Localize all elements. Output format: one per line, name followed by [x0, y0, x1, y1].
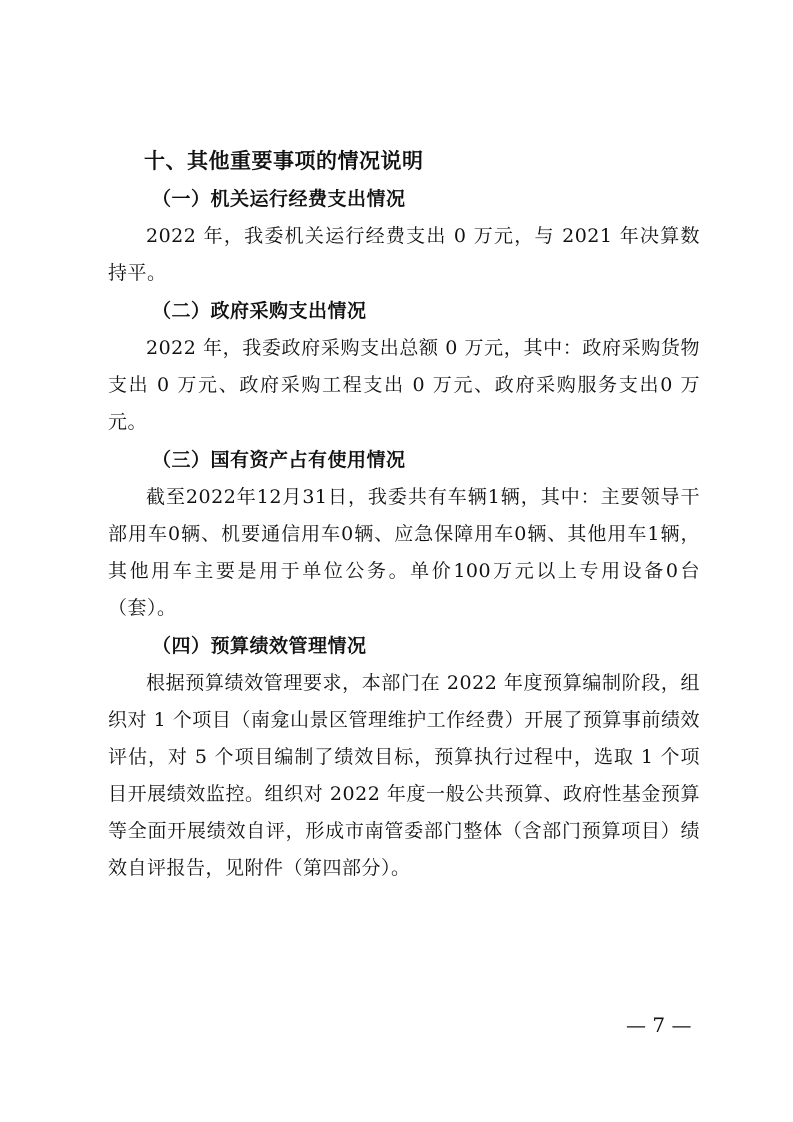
subsection-paragraph-3: 截至2022年12月31日，我委共有车辆1辆，其中：主要领导干部用车0辆、机要通信用车0辆、应急保障用车0辆、其他用车1辆，其他用车主要是用于单位公务。单价100万元以上专用设备0台（套）。	[108, 486, 700, 619]
subsection-paragraph-2: 2022 年，我委政府采购支出总额 0 万元，其中：政府采购货物支出 0 万元、政府采购工程支出 0 万元、政府采购服务支出0 万元。	[108, 337, 700, 433]
subsection-title-2: （二）政府采购支出情况	[152, 300, 367, 322]
subsection-paragraph-1: 2022 年，我委机关运行经费支出 0 万元，与 2021 年决算数持平。	[108, 225, 700, 284]
subsection-title-3: （三）国有资产占有使用情况	[152, 449, 406, 471]
subsection-title-1: （一）机关运行经费支出情况	[152, 188, 406, 210]
section-heading: 十、其他重要事项的情况说明	[144, 149, 424, 173]
subsection-paragraph-4: 根据预算绩效管理要求，本部门在 2022 年度预算编制阶段，组织对 1 个项目（南龛山景区管理维护工作经费）开展了预算事前绩效评估，对 5 个项目编制了绩效目标，预算执行过程中，选取 1 个项目开展绩效监控。组织对 2022 年度一般公共预算、政府性基金预算等全面开展绩效自评，形成市南管委部门整体（含部门预算项目）绩效自评报告，见附件（第四部分）。	[108, 672, 700, 879]
subsection-title-4: （四）预算绩效管理情况	[152, 635, 367, 657]
document-body	[108, 142, 700, 887]
page-number: — 7 —	[626, 1013, 692, 1037]
